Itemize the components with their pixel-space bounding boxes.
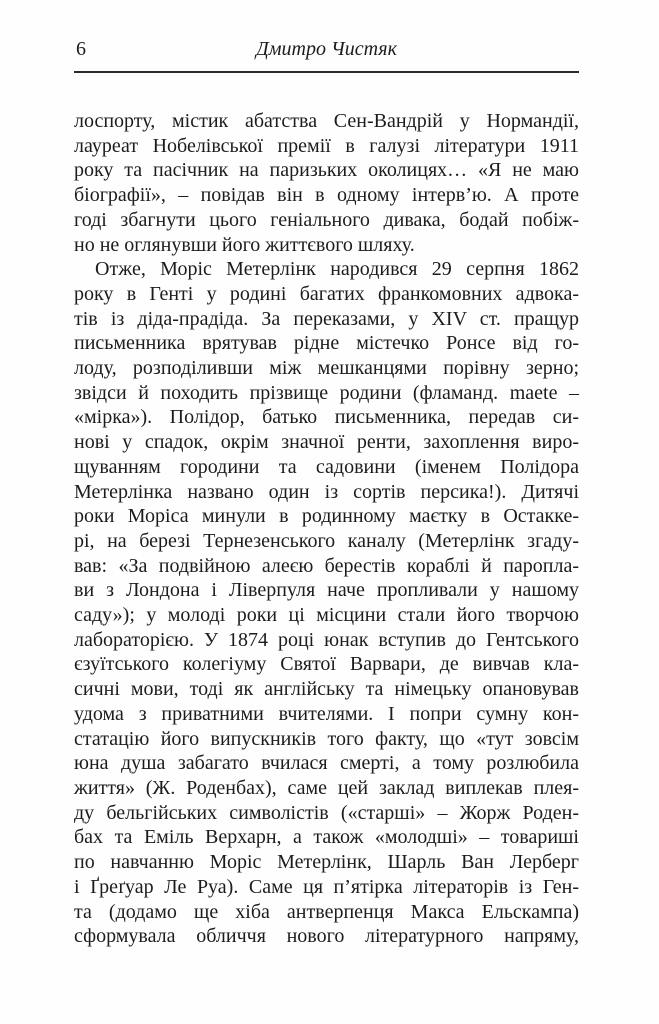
text-line: біографії», – повідав він в одному інтерв’ю. А проте xyxy=(74,184,579,207)
text-line: Метерлінка названо один із сортів персика!). Дитячі xyxy=(74,480,579,503)
text-line: року в Генті у родині багатих франкомовних адвока- xyxy=(74,282,579,305)
text-line: удома з приватними вчителями. І попри сумну кон- xyxy=(74,702,579,725)
text-line: годі збагнути цього геніального дивака, бодай побіж- xyxy=(74,208,579,231)
text-line: письменника врятував рідне містечко Ронсе від го- xyxy=(74,332,579,355)
text-line: звідси й походить прізвище родини (фламанд. maete – xyxy=(74,381,579,404)
text-line: ви з Лондона і Ліверпуля наче пропливали у нашому xyxy=(74,579,579,602)
text-line: юна душа забагато вчилася смерті, а тому розлюбила xyxy=(74,752,579,775)
paragraph xyxy=(74,109,579,257)
text-line: лауреат Нобелівської премії в галузі літератури 1911 xyxy=(74,134,579,157)
text-line: лоспорту, містик абатства Сен-Вандрій у Нормандії, xyxy=(74,110,579,132)
text-line: єзуїтського колегіуму Святої Варвари, де вивчав кла- xyxy=(74,653,579,676)
header-rule xyxy=(74,71,579,73)
text-line: вав: «За подвійною алеєю берестів кораблі й паропла- xyxy=(74,554,579,577)
text-line: тів із діда-прадіда. За переказами, у XIV ст. пращур xyxy=(74,307,579,330)
text-line: життя» (Ж. Роденбах), саме цей заклад виплекав плея- xyxy=(74,776,579,799)
text-line: статацію його випускників того факту, що «тут зовсім xyxy=(74,727,579,750)
text-line: лабораторією. У 1874 році юнак вступив до Гентського xyxy=(74,628,579,651)
text-line: но не оглянувши його життєвого шляху. xyxy=(74,233,415,256)
text-line: лоду, розподіливши між мешканцями порівну зерно; xyxy=(74,357,579,380)
text-line: щуванням городини та садовини (іменем Полідора xyxy=(74,455,579,478)
text-line: сформувала обличчя нового літературного напряму, xyxy=(74,925,579,948)
text-line: по навчанню Моріс Метерлінк, Шарль Ван Лерберг xyxy=(74,851,579,874)
page-body xyxy=(74,109,579,949)
text-line: і Ґреґуар Ле Руа). Саме ця п’ятірка літераторів із Ген- xyxy=(74,875,579,898)
text-line: рі, на березі Тернезенського каналу (Метерлінк згаду- xyxy=(74,529,579,552)
running-head: Дмитро Чистяк xyxy=(256,38,397,60)
text-line: саду»); у молоді роки ці місцини стали його творчою xyxy=(74,604,579,627)
text-line: «мірка»). Полідор, батько письменника, передав си- xyxy=(74,406,579,429)
page-header xyxy=(74,38,579,60)
page-number: 6 xyxy=(76,38,86,60)
text-column xyxy=(74,38,579,949)
text-line: сичні мови, тоді як англійську та німецьку опановував xyxy=(74,678,579,701)
paragraph xyxy=(74,257,579,949)
text-line: нові у спадок, окрім значної ренти, захоплення виро- xyxy=(74,431,579,454)
text-line: року та пасічник на паризьких околицях… «Я не маю xyxy=(74,159,579,182)
text-line: та (додамо ще хіба антверпенця Макса Ельскампа) xyxy=(74,900,579,923)
text-line: бах та Еміль Верхарн, а також «молодші» – товариші xyxy=(74,826,579,849)
text-line: роки Моріса минули в родинному маєтку в Остакке- xyxy=(74,505,579,528)
text-line: ду бельгійських символістів («старші» – Жорж Роден- xyxy=(74,801,579,824)
text-line: Отже, Моріс Метерлінк народився 29 серпня 1862 xyxy=(95,258,579,281)
